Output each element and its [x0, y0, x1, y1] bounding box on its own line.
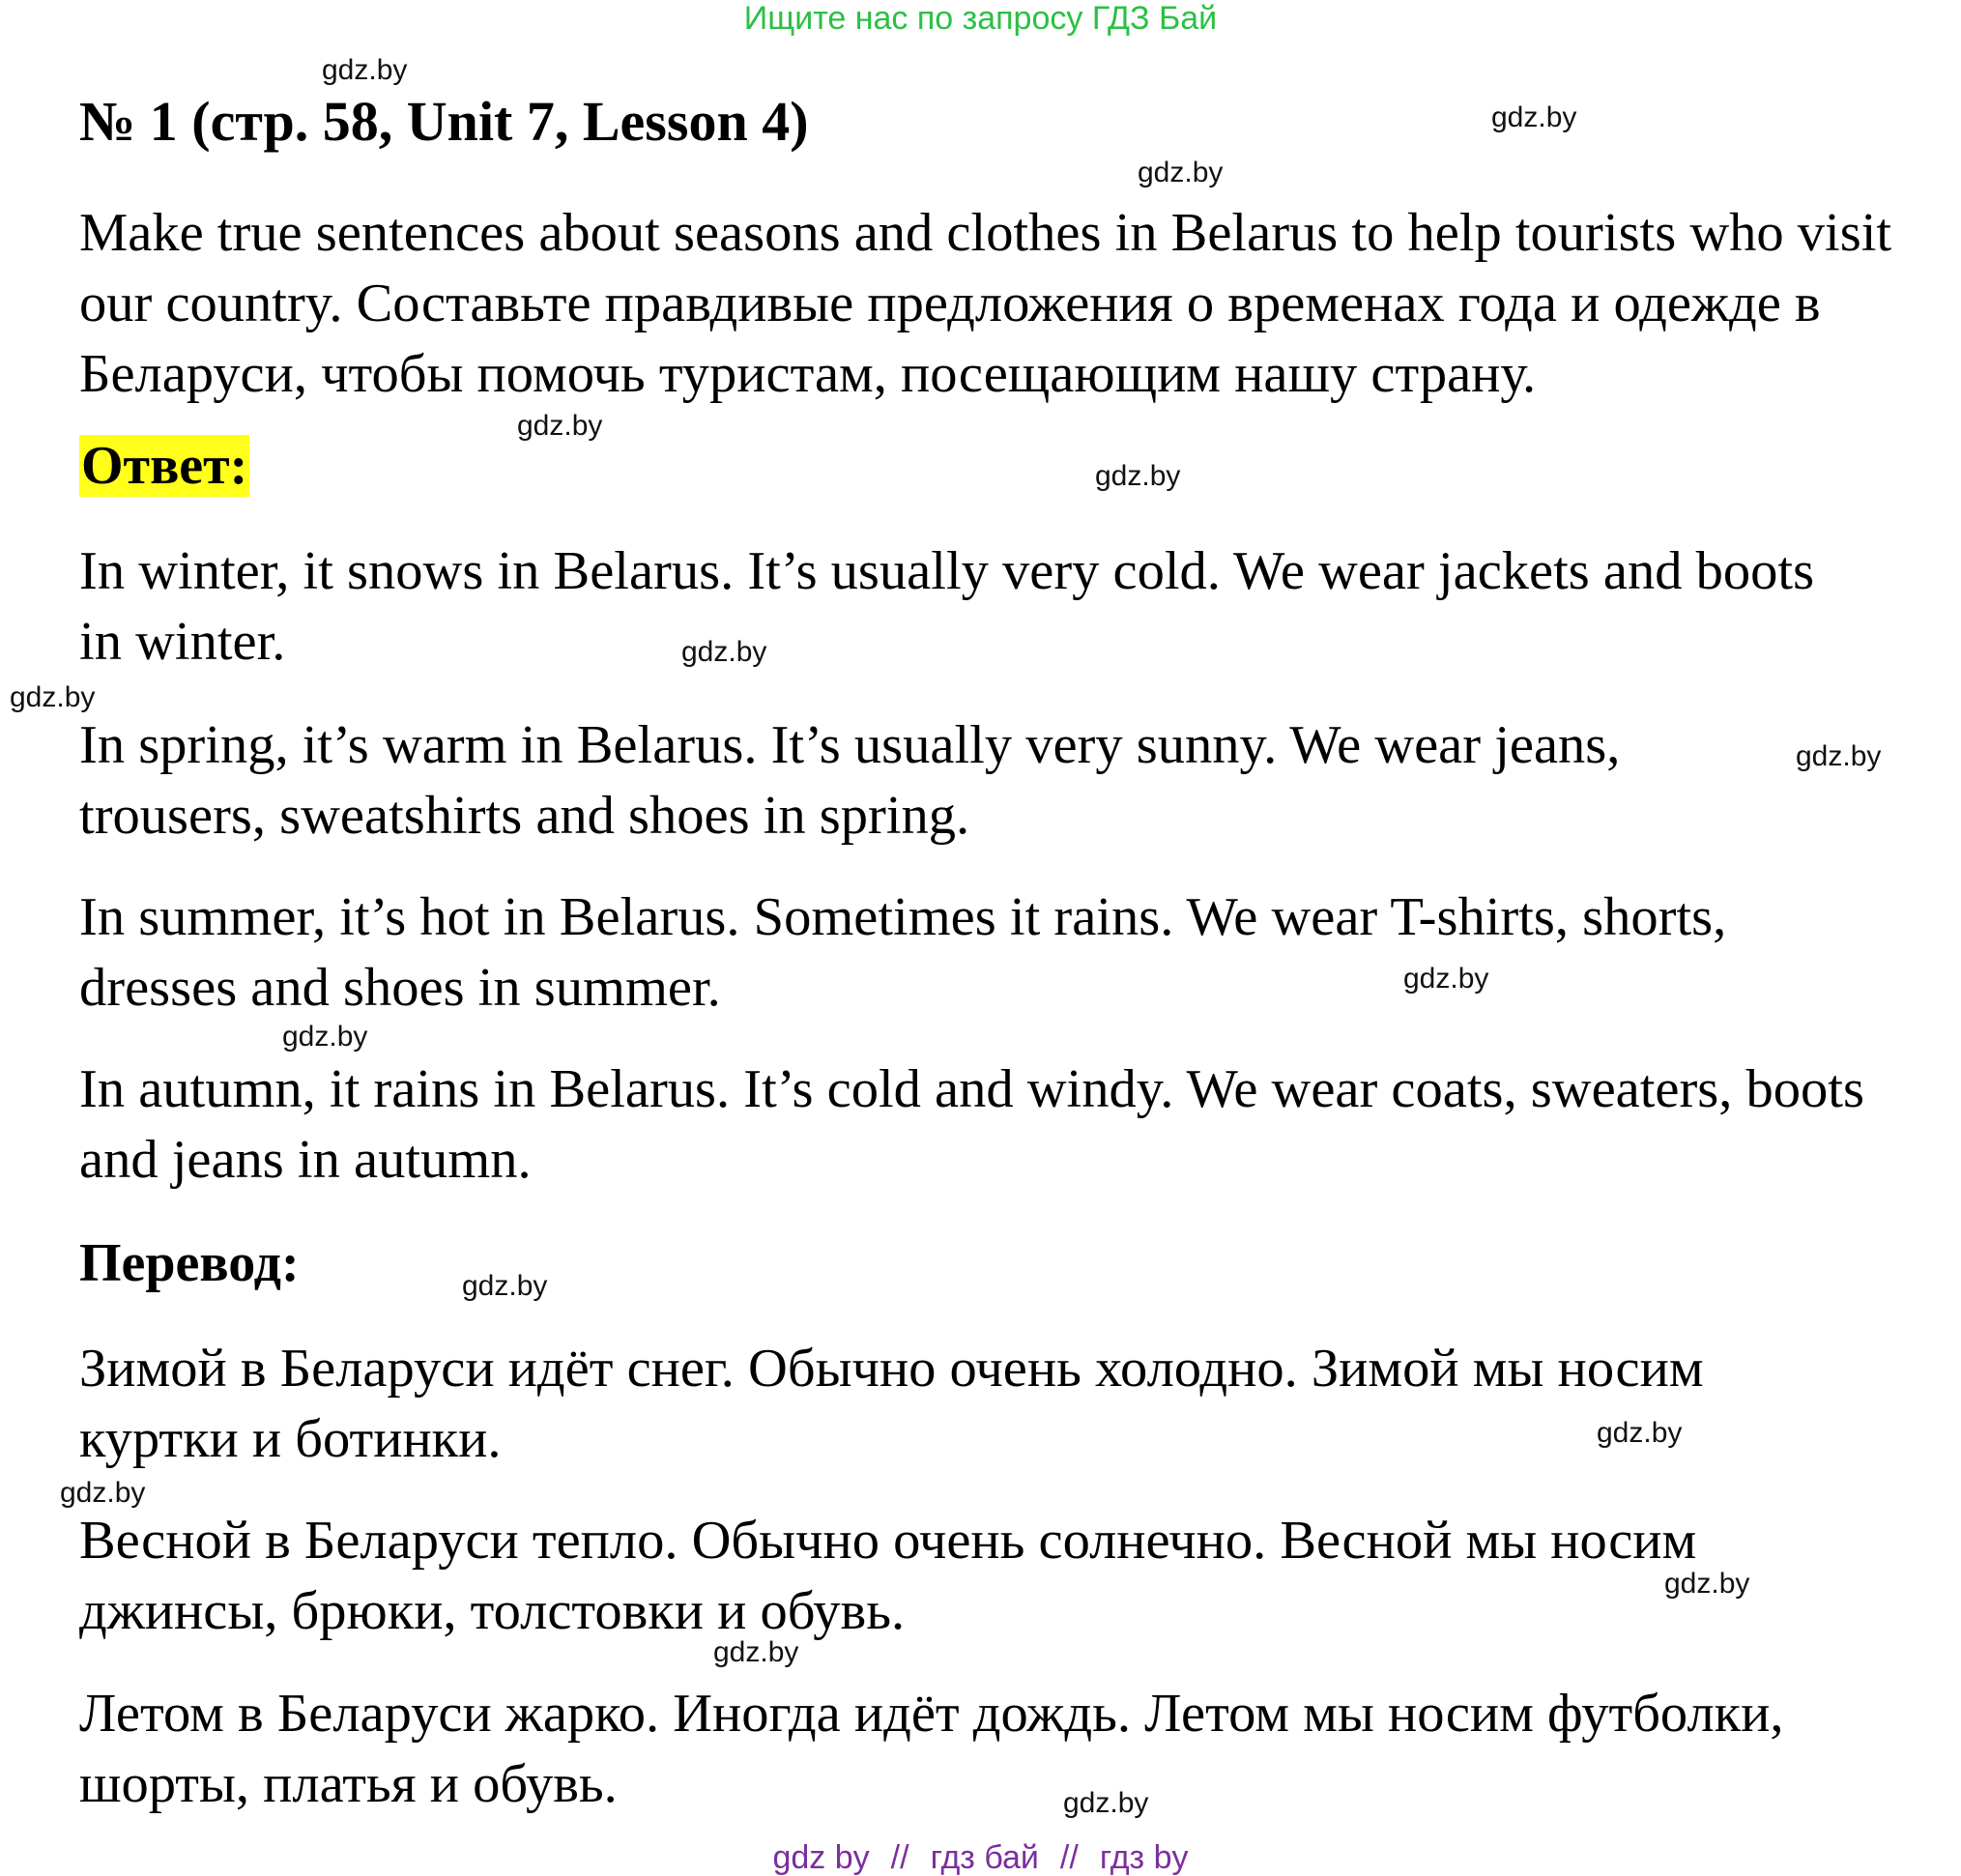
footer-link-gdz-bai[interactable]: гдз бай	[930, 1839, 1039, 1876]
watermark: gdz.by	[282, 1021, 368, 1053]
footer	[0, 1839, 1961, 1876]
translation-winter: Зимой в Беларуси идёт снег. Обычно очень холодно. Зимой мы носим куртки и ботинки.	[79, 1339, 1704, 1469]
watermark: gdz.by	[322, 54, 408, 86]
task-text: Make true sentences about seasons and clothes in Belarus to help tourists who visit our country. Составьте правдивые предложения о временах года и одежде в Беларуси, чтобы помочь туристам, посещающим нашу страну.	[79, 203, 1892, 404]
watermark: gdz.by	[517, 410, 603, 442]
watermark: gdz.by	[1138, 157, 1224, 188]
footer-separator: //	[890, 1839, 909, 1876]
watermark: gdz.by	[1403, 963, 1489, 995]
watermark: gdz.by	[713, 1636, 799, 1668]
watermark: gdz.by	[681, 636, 767, 668]
watermark: gdz.by	[1095, 460, 1181, 492]
watermark: gdz.by	[60, 1477, 146, 1509]
answer-autumn: In autumn, it rains in Belarus. It’s cold and windy. We wear coats, sweaters, boots and jeans in autumn.	[79, 1059, 1864, 1190]
watermark: gdz.by	[1491, 101, 1577, 133]
watermark: gdz.by	[462, 1270, 548, 1302]
translation-spring: Весной в Беларуси тепло. Обычно очень солнечно. Весной мы носим джинсы, брюки, толстовки и обувь.	[79, 1511, 1697, 1641]
footer-link-gdz-by-cyr[interactable]: гдз by	[1099, 1839, 1189, 1876]
answer-heading: Ответ:	[81, 436, 248, 496]
watermark: gdz.by	[1796, 740, 1882, 772]
footer-separator: //	[1059, 1839, 1079, 1876]
translation-heading: Перевод:	[79, 1233, 300, 1293]
answer-summer: In summer, it’s hot in Belarus. Sometimes it rains. We wear T-shirts, shorts, dresses and shoes in summer.	[79, 887, 1727, 1018]
watermark: gdz.by	[10, 681, 96, 713]
watermark: gdz.by	[1664, 1568, 1750, 1600]
answer-winter: In winter, it snows in Belarus. It’s usually very cold. We wear jackets and boots in winter.	[79, 541, 1815, 672]
watermark: gdz.by	[1597, 1417, 1683, 1449]
search-banner: Ищите нас по запросу ГДЗ Бай	[743, 0, 1218, 37]
watermark: gdz.by	[1063, 1787, 1149, 1819]
footer-link-gdz-by[interactable]: gdz by	[772, 1839, 870, 1876]
answer-spring: In spring, it’s warm in Belarus. It’s usually very sunny. We wear jeans, trousers, sweatshirts and shoes in spring.	[79, 715, 1621, 846]
translation-summer: Летом в Беларуси жарко. Иногда идёт дождь. Летом мы носим футболки, шорты, платья и обувь.	[79, 1684, 1784, 1814]
exercise-title: № 1 (стр. 58, Unit 7, Lesson 4)	[79, 90, 809, 153]
